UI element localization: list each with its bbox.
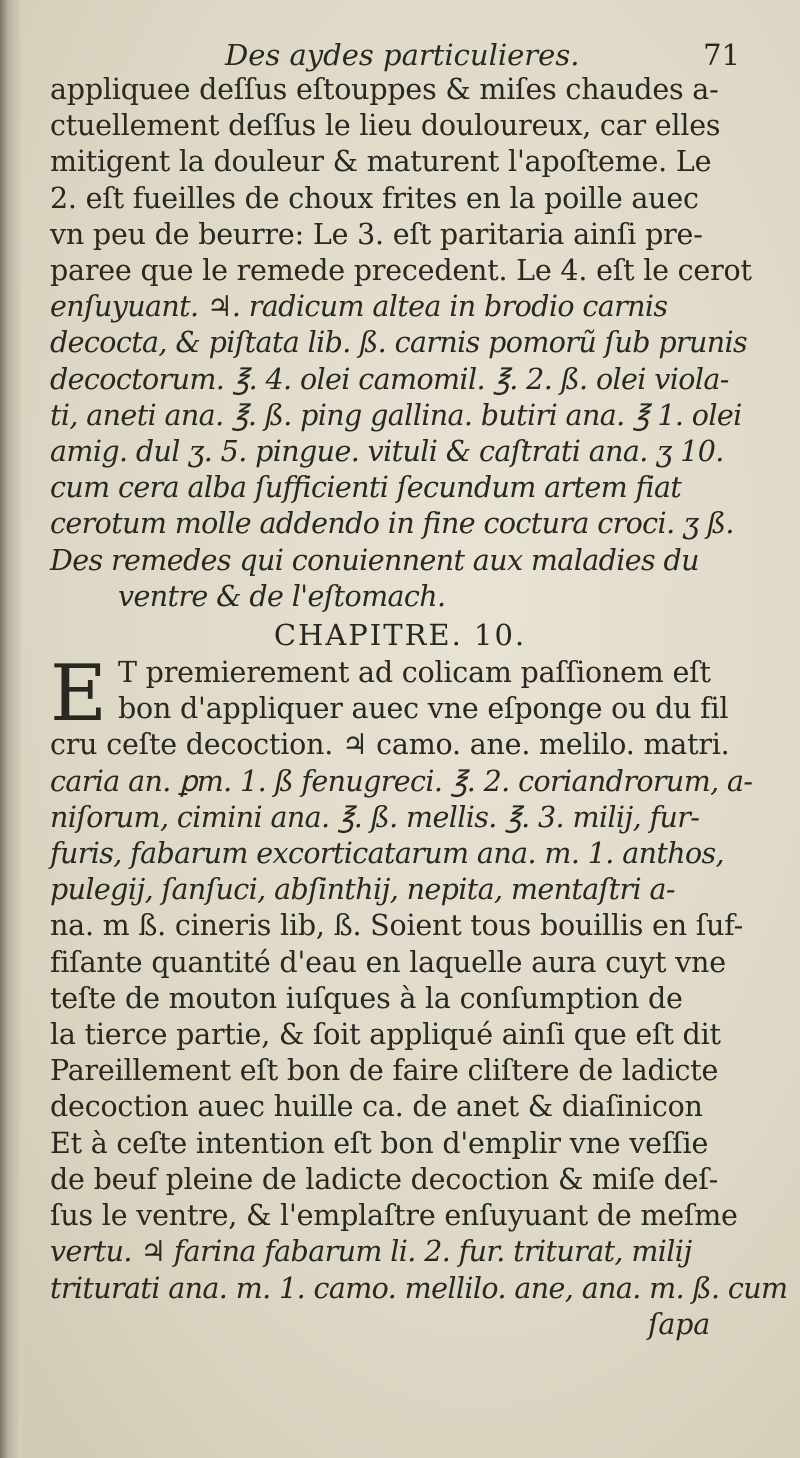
running-header xyxy=(50,38,750,72)
text-line: furis, fabarum excorticatarum ana. m. 1. anthos, xyxy=(50,837,724,871)
text-line: teſte de mouton iuſques à la conſumption de xyxy=(50,981,683,1015)
text-line: caria an. ꝑm. 1. ß fenugreci. ℥. 2. coriandrorum, a- xyxy=(50,764,753,798)
text-line: na. m ß. cineris lib, ß. Soient tous bouillis en ſuf- xyxy=(50,909,744,943)
text-line: decocta, & piſtata lib. ß. carnis pomorũ ſub prunis xyxy=(50,326,748,360)
text-line: appliquee deſſus eſtouppes & miſes chaudes a- xyxy=(50,73,719,106)
dropcap-block xyxy=(50,649,750,740)
running-title: Des aydes particulieres. xyxy=(225,38,580,72)
text-line: cru ceſte decoction. ♃ camo. ane. melilo. matri. xyxy=(50,728,730,762)
text-line: fiſante quantité d'eau en laquelle aura cuyt vne xyxy=(50,945,726,979)
catchword: ſapa xyxy=(648,1307,710,1341)
text-block xyxy=(50,38,788,1343)
text-line: Pareillement eſt bon de faire cliſtere de ladicte xyxy=(50,1054,719,1088)
text-line: amig. dul ʒ. 5. pingue. vituli & caſtrati ana. ʒ 10. xyxy=(50,435,724,469)
text-line: cerotum molle addendo in fine coctura croci. ʒ ß. xyxy=(50,507,734,541)
chapter-heading: CHAPITRE. 10. xyxy=(273,618,527,653)
text-line: decoction auec huille ca. de anet & diaſinicon xyxy=(50,1090,703,1124)
text-line: de beuf pleine de ladicte decoction & miſe deſ- xyxy=(50,1162,719,1196)
text-line: ti, aneti ana. ℥. ß. ping gallina. butiri ana. ℥ 1. olei xyxy=(50,398,742,432)
text-line: triturati ana. m. 1. camo. mellilo. ane, ana. m. ß. cum xyxy=(50,1271,788,1305)
text-line: ſus le ventre, & l'emplaſtre enſuyuant de meſme xyxy=(50,1199,738,1233)
text-line: vn peu de beurre: Le 3. eſt paritaria ainſi pre- xyxy=(50,217,703,251)
section-title xyxy=(50,543,750,615)
text-line: paree que le remede precedent. Le 4. eſt le cerot xyxy=(50,254,752,288)
text-line: enſuyuant. ♃. radicum altea in brodio carnis xyxy=(50,290,668,324)
text-line: decoctorum. ℥. 4. olei camomil. ℥. 2. ß. olei viola- xyxy=(50,362,729,396)
paragraph-2 xyxy=(50,649,788,1307)
section-title-line: Des remedes qui conuiennent aux maladies du xyxy=(50,543,699,577)
text-line: 2. eſt fueilles de choux frites en la poille auec xyxy=(50,181,699,215)
text-line: Et à ceſte intention eſt bon d'emplir vne veſſie xyxy=(50,1126,709,1160)
text-line: la tierce partie, & ſoit appliqué ainſi que eſt dit xyxy=(50,1018,721,1052)
drop-cap: E xyxy=(50,649,107,740)
text-line: niſorum, cimini ana. ℥. ß. mellis. ℥. 3. milij, fur- xyxy=(50,800,700,834)
page-gutter xyxy=(0,0,22,1458)
text-line: T premierement ad colicam paſſionem eſt xyxy=(118,656,711,690)
text-line: vertu. ♃ farina fabarum li. 2. fur. triturat, milij xyxy=(50,1235,692,1269)
text-line: cum cera alba ſufficienti ſecundum artem fiat xyxy=(50,471,682,505)
page-number: 71 xyxy=(703,38,740,72)
text-line: ctuellement deſſus le lieu douloureux, car elles xyxy=(50,109,721,143)
text-line: pulegij, ſanſuci, abſinthij, nepita, mentaſtri a- xyxy=(50,873,675,907)
paragraph-1 xyxy=(50,72,750,543)
text-line: mitigent la douleur & maturent l'apoſteme. Le xyxy=(50,145,712,179)
text-line: bon d'appliquer auec vne eſponge ou du fil xyxy=(118,692,729,726)
section-title-line: ventre & de l'eſtomach. xyxy=(118,579,446,613)
